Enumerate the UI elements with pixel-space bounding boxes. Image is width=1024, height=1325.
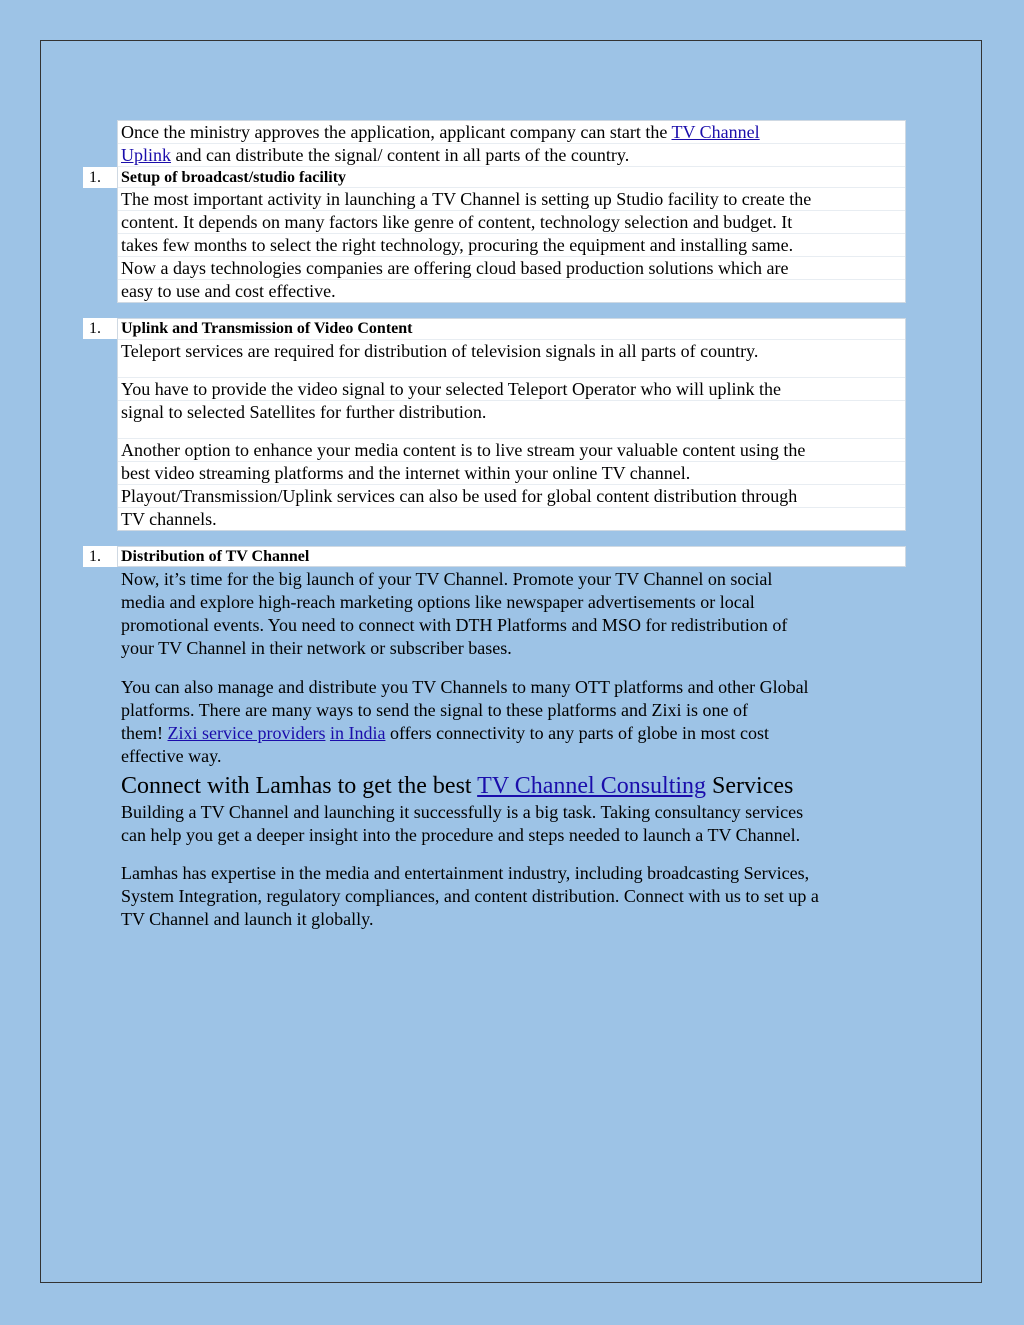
paragraph-line: Another option to enhance your media content is to live stream your valuable content using the: [121, 440, 806, 460]
paragraph-line: your TV Channel in their network or subscriber bases.: [121, 638, 512, 658]
paragraph-line: Teleport services are required for distribution of television signals in all parts of country.: [121, 341, 759, 361]
paragraph-line-links: [121, 722, 769, 745]
paragraph-text: offers connectivity to any parts of globe in most cost: [385, 723, 770, 743]
paragraph-line: You have to provide the video signal to your selected Teleport Operator who will uplink the: [121, 379, 781, 399]
paragraph-line: easy to use and cost effective.: [121, 281, 336, 301]
heading-text: Services: [706, 773, 794, 799]
tv-channel-uplink-link[interactable]: TV Channel: [671, 122, 760, 142]
uplink-link[interactable]: Uplink: [121, 145, 172, 165]
paragraph-line: You can also manage and distribute you TV Channels to many OTT platforms and other Global: [121, 677, 809, 697]
heading-text: Connect with Lamhas to get the best: [121, 773, 478, 799]
paragraph-line: Playout/Transmission/Uplink services can also be used for global content distribution through: [121, 486, 798, 506]
connect-heading: [121, 771, 793, 801]
tv-channel-consulting-link[interactable]: TV Channel Consulting: [477, 773, 707, 799]
section-heading-studio: Setup of broadcast/studio facility: [121, 169, 347, 186]
paragraph-line: takes few months to select the right technology, procuring the equipment and installing same.: [121, 235, 794, 255]
zixi-service-providers-link[interactable]: Zixi service providers: [167, 723, 326, 743]
paragraph-line: TV Channel and launch it globally.: [121, 909, 374, 929]
list-number: 1.: [89, 320, 101, 337]
list-number: 1.: [89, 548, 101, 565]
intro-line-1: [121, 121, 760, 144]
paragraph-line: Now a days technologies companies are offering cloud based production solutions which are: [121, 258, 789, 278]
paragraph-line: System Integration, regulatory compliances, and content distribution. Connect with us to set up a: [121, 886, 819, 906]
paragraph-line: Now, it’s time for the big launch of your TV Channel. Promote your TV Channel on social: [121, 569, 773, 589]
intro-text: Once the ministry approves the application, applicant company can start the: [121, 122, 672, 142]
paragraph-text: them!: [121, 723, 168, 743]
section-heading-distribution: Distribution of TV Channel: [121, 548, 310, 565]
section-heading-uplink: Uplink and Transmission of Video Content: [121, 320, 413, 337]
intro-text: and can distribute the signal/ content in all parts of the country.: [171, 145, 630, 165]
paragraph-line: promotional events. You need to connect with DTH Platforms and MSO for redistribution of: [121, 615, 788, 635]
paragraph-line: effective way.: [121, 746, 222, 766]
paragraph-line: TV channels.: [121, 509, 217, 529]
list-number: 1.: [89, 169, 101, 186]
paragraph-line: Lamhas has expertise in the media and entertainment industry, including broadcasting Services,: [121, 863, 810, 883]
paragraph-line: platforms. There are many ways to send the signal to these platforms and Zixi is one of: [121, 700, 749, 720]
intro-line-2: [121, 144, 629, 167]
paragraph-line: The most important activity in launching a TV Channel is setting up Studio facility to create the: [121, 189, 812, 209]
paragraph-line: signal to selected Satellites for further distribution.: [121, 402, 487, 422]
in-india-link[interactable]: in India: [329, 723, 386, 743]
paragraph-line: media and explore high-reach marketing options like newspaper advertisements or local: [121, 592, 755, 612]
paragraph-line: content. It depends on many factors like genre of content, technology selection and budget. It: [121, 212, 793, 232]
paragraph-line: Building a TV Channel and launching it successfully is a big task. Taking consultancy services: [121, 802, 804, 822]
paragraph-line: best video streaming platforms and the internet within your online TV channel.: [121, 463, 691, 483]
paragraph-line: can help you get a deeper insight into the procedure and steps needed to launch a TV Channel.: [121, 825, 801, 845]
